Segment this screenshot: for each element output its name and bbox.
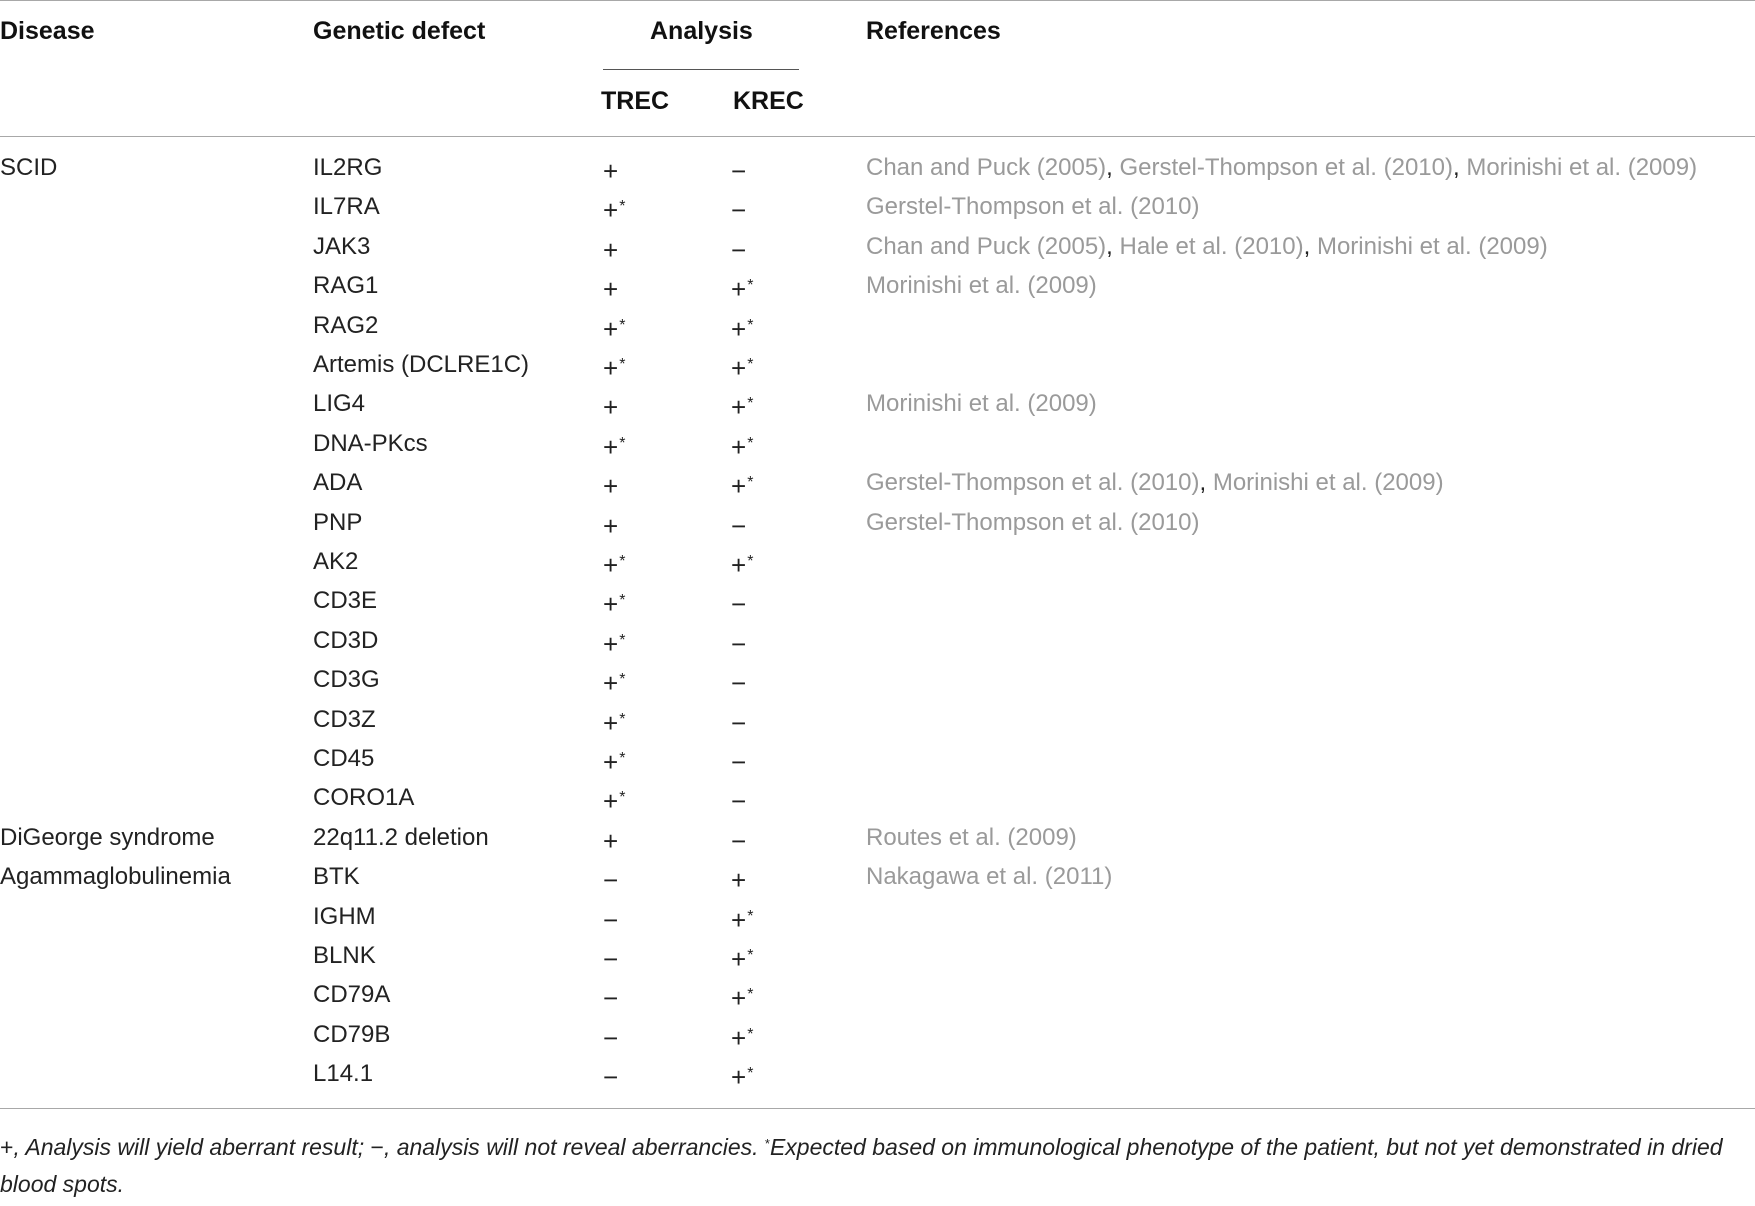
- gene-cell: CD45: [313, 745, 375, 772]
- gene-cell: LIG4: [313, 390, 366, 417]
- trec-symbol: +: [603, 629, 619, 659]
- krec-asterisk: *: [747, 395, 754, 412]
- reference-link[interactable]: Morinishi et al. (2009): [1212, 469, 1444, 496]
- footnote-plus-symbol: +: [0, 1134, 14, 1160]
- trec-symbol: +: [603, 274, 619, 304]
- trec-symbol: −: [603, 983, 619, 1013]
- krec-cell: [731, 429, 753, 462]
- reference-link[interactable]: Gerstel-Thompson et al. (2010): [866, 509, 1200, 536]
- trec-symbol: +: [603, 511, 619, 541]
- trec-cell: [603, 153, 619, 186]
- references-cell: [866, 823, 1077, 853]
- gene-cell: JAK3: [313, 233, 371, 260]
- table-top-rule: [0, 0, 1755, 1]
- gene-cell: BTK: [313, 863, 360, 890]
- reference-link[interactable]: Morinishi et al. (2009): [866, 272, 1097, 299]
- krec-asterisk: *: [747, 553, 754, 570]
- krec-cell: [731, 941, 753, 974]
- trec-cell: [603, 508, 619, 541]
- krec-symbol: +: [731, 550, 747, 580]
- trec-symbol: +: [603, 747, 619, 777]
- krec-symbol: +: [731, 905, 747, 935]
- trec-symbol: −: [603, 905, 619, 935]
- references-cell: [866, 192, 1199, 222]
- trec-cell: [603, 1059, 619, 1092]
- krec-symbol: +: [731, 314, 747, 344]
- krec-cell: [731, 389, 753, 422]
- krec-cell: [731, 783, 747, 816]
- header-disease: Disease: [0, 17, 95, 45]
- krec-cell: [731, 468, 753, 501]
- gene-cell: BLNK: [313, 942, 376, 969]
- krec-symbol: −: [731, 668, 747, 698]
- trec-symbol: +: [603, 550, 619, 580]
- trec-cell: [603, 941, 619, 974]
- header-krec: KREC: [733, 87, 804, 115]
- reference-link[interactable]: Chan and Puck (2005): [866, 154, 1107, 181]
- krec-cell: [731, 586, 747, 619]
- footnote-minus-symbol: −: [370, 1134, 384, 1160]
- trec-asterisk: *: [619, 553, 626, 570]
- trec-asterisk: *: [619, 789, 626, 806]
- references-cell: Chan and Puck (2005), Hale et al. (2010), Morinishi et al. (2009): [866, 233, 1548, 260]
- krec-cell: [731, 1059, 753, 1092]
- krec-cell: [731, 192, 747, 225]
- trec-cell: [603, 468, 619, 501]
- trec-symbol: +: [603, 826, 619, 856]
- gene-cell: CD3Z: [313, 706, 376, 733]
- krec-symbol: +: [731, 392, 747, 422]
- krec-symbol: −: [731, 747, 747, 777]
- krec-symbol: +: [731, 353, 747, 383]
- gene-cell: CD79B: [313, 1021, 391, 1048]
- krec-asterisk: *: [747, 986, 754, 1003]
- krec-asterisk: *: [747, 277, 754, 294]
- trec-symbol: +: [603, 195, 619, 225]
- trec-cell: [603, 350, 625, 383]
- krec-cell: [731, 823, 747, 856]
- krec-symbol: +: [731, 471, 747, 501]
- gene-cell: Artemis (DCLRE1C): [313, 351, 530, 378]
- trec-asterisk: *: [619, 198, 626, 215]
- gene-cell: AK2: [313, 548, 359, 575]
- krec-symbol: +: [731, 944, 747, 974]
- krec-symbol: +: [731, 983, 747, 1013]
- gene-cell: 22q11.2 deletion: [313, 824, 489, 851]
- krec-symbol: −: [731, 589, 747, 619]
- gene-cell: IL7RA: [313, 193, 380, 220]
- trec-cell: [603, 980, 619, 1013]
- gene-cell: CD3G: [313, 666, 380, 693]
- references-cell: [866, 862, 1112, 892]
- reference-link[interactable]: Nakagawa et al. (2011): [866, 863, 1113, 890]
- krec-asterisk: *: [747, 474, 754, 491]
- reference-link[interactable]: Gerstel-Thompson et al. (2010): [1119, 154, 1453, 181]
- table-header-rule: [0, 136, 1755, 137]
- gene-cell: DNA-PKcs: [313, 430, 428, 457]
- krec-symbol: −: [731, 235, 747, 265]
- disease-cell: DiGeorge syndrome: [0, 824, 215, 851]
- trec-cell: [603, 823, 619, 856]
- trec-symbol: +: [603, 235, 619, 265]
- reference-link[interactable]: Chan and Puck (2005): [866, 233, 1107, 260]
- trec-symbol: +: [603, 353, 619, 383]
- gene-cell: CD3D: [313, 627, 379, 654]
- krec-asterisk: *: [747, 435, 754, 452]
- krec-symbol: +: [731, 432, 747, 462]
- reference-link[interactable]: Gerstel-Thompson et al. (2010): [866, 469, 1200, 496]
- krec-symbol: −: [731, 786, 747, 816]
- krec-asterisk: *: [747, 317, 754, 334]
- trec-asterisk: *: [619, 317, 626, 334]
- header-trec: TREC: [601, 87, 670, 115]
- trec-cell: [603, 311, 625, 344]
- trec-asterisk: *: [619, 592, 626, 609]
- trec-cell: [603, 429, 625, 462]
- gene-cell: CD3E: [313, 587, 378, 614]
- trec-cell: [603, 271, 619, 304]
- table-bottom-rule: [0, 1108, 1755, 1109]
- references-cell: Gerstel-Thompson et al. (2010), Morinishi et al. (2009): [866, 469, 1444, 496]
- krec-cell: [731, 311, 753, 344]
- gene-cell: RAG2: [313, 312, 379, 339]
- krec-symbol: +: [731, 1023, 747, 1053]
- krec-cell: [731, 350, 753, 383]
- trec-asterisk: *: [619, 711, 626, 728]
- reference-link[interactable]: Morinishi et al. (2009): [1466, 154, 1698, 181]
- krec-symbol: −: [731, 156, 747, 186]
- trec-symbol: +: [603, 471, 619, 501]
- gene-cell: RAG1: [313, 272, 379, 299]
- disease-cell: Agammaglobulinemia: [0, 863, 231, 890]
- trec-cell: [603, 389, 619, 422]
- trec-symbol: +: [603, 392, 619, 422]
- krec-asterisk: *: [747, 356, 754, 373]
- krec-symbol: −: [731, 708, 747, 738]
- krec-cell: [731, 744, 747, 777]
- krec-asterisk: *: [747, 1026, 754, 1043]
- trec-symbol: +: [603, 668, 619, 698]
- trec-cell: [603, 232, 619, 265]
- references-cell: [866, 271, 1097, 301]
- krec-cell: [731, 508, 747, 541]
- disease-cell: SCID: [0, 154, 58, 181]
- trec-symbol: −: [603, 865, 619, 895]
- krec-symbol: +: [731, 1062, 747, 1092]
- footnote-minus-text: , analysis will not reveal aberrancies.: [383, 1134, 765, 1160]
- trec-cell: [603, 1020, 619, 1053]
- trec-cell: [603, 902, 619, 935]
- trec-cell: [603, 547, 625, 580]
- trec-cell: [603, 626, 625, 659]
- trec-symbol: +: [603, 589, 619, 619]
- trec-asterisk: *: [619, 356, 626, 373]
- gene-cell: ADA: [313, 469, 363, 496]
- trec-symbol: +: [603, 314, 619, 344]
- krec-cell: [731, 862, 747, 895]
- krec-cell: [731, 902, 753, 935]
- reference-link[interactable]: Gerstel-Thompson et al. (2010): [866, 193, 1200, 220]
- footnote-star-text: Expected based on immunological phenotype of the patient, but not yet demonstrated in dried blood spots.: [0, 1134, 1723, 1197]
- krec-cell: [731, 980, 753, 1013]
- krec-symbol: +: [731, 274, 747, 304]
- krec-cell: [731, 271, 753, 304]
- gene-cell: IGHM: [313, 903, 376, 930]
- reference-link[interactable]: Hale et al. (2010): [1119, 233, 1304, 260]
- trec-cell: [603, 192, 625, 225]
- krec-cell: [731, 1020, 753, 1053]
- trec-symbol: −: [603, 944, 619, 974]
- trec-symbol: −: [603, 1023, 619, 1053]
- krec-cell: [731, 232, 747, 265]
- reference-link[interactable]: Routes et al. (2009): [866, 824, 1077, 851]
- krec-symbol: −: [731, 511, 747, 541]
- gene-cell: PNP: [313, 509, 363, 536]
- krec-symbol: −: [731, 195, 747, 225]
- table-footnote: [0, 1125, 1750, 1203]
- krec-asterisk: *: [747, 1065, 754, 1082]
- trec-symbol: +: [603, 156, 619, 186]
- trec-cell: [603, 665, 625, 698]
- gene-cell: CORO1A: [313, 784, 415, 811]
- krec-symbol: −: [731, 629, 747, 659]
- krec-symbol: −: [731, 826, 747, 856]
- krec-cell: [731, 665, 747, 698]
- trec-asterisk: *: [619, 671, 626, 688]
- krec-cell: [731, 547, 753, 580]
- krec-cell: [731, 705, 747, 738]
- analysis-underline: [603, 69, 799, 70]
- trec-symbol: +: [603, 786, 619, 816]
- trec-asterisk: *: [619, 435, 626, 452]
- references-cell: [866, 389, 1097, 419]
- gene-cell: CD79A: [313, 981, 391, 1008]
- trec-cell: [603, 705, 625, 738]
- header-references: References: [866, 17, 1001, 45]
- krec-asterisk: *: [747, 908, 754, 925]
- gene-cell: IL2RG: [313, 154, 383, 181]
- trec-symbol: −: [603, 1062, 619, 1092]
- header-analysis: Analysis: [650, 17, 753, 45]
- references-cell: [866, 508, 1199, 538]
- trec-cell: [603, 744, 625, 777]
- footnote-star-symbol: *: [764, 1136, 770, 1151]
- krec-asterisk: *: [747, 947, 754, 964]
- trec-asterisk: *: [619, 632, 626, 649]
- trec-cell: [603, 862, 619, 895]
- reference-link[interactable]: Morinishi et al. (2009): [866, 390, 1097, 417]
- trec-symbol: +: [603, 432, 619, 462]
- trec-symbol: +: [603, 708, 619, 738]
- header-genetic-defect: Genetic defect: [313, 17, 486, 45]
- footnote-plus-text: , Analysis will yield aberrant result;: [13, 1134, 371, 1160]
- trec-asterisk: *: [619, 750, 626, 767]
- trec-cell: [603, 783, 625, 816]
- trec-cell: [603, 586, 625, 619]
- krec-symbol: +: [731, 865, 747, 895]
- references-cell: Chan and Puck (2005), Gerstel-Thompson et al. (2010), Morinishi et al. (2009): [866, 154, 1698, 181]
- krec-cell: [731, 153, 747, 186]
- gene-cell: L14.1: [313, 1060, 374, 1087]
- krec-cell: [731, 626, 747, 659]
- reference-link[interactable]: Morinishi et al. (2009): [1316, 233, 1548, 260]
